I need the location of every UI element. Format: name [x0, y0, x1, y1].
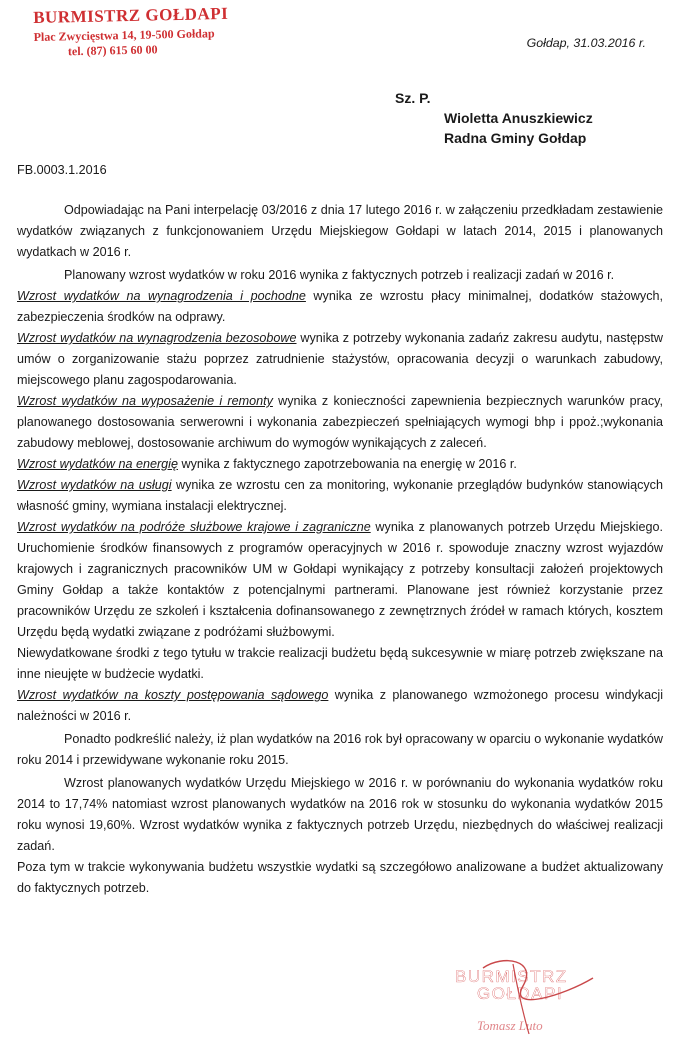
- heading-wyposazenie: Wzrost wydatków na wyposażenie i remonty: [17, 394, 273, 408]
- recipient-title: Radna Gminy Gołdap: [444, 130, 587, 146]
- paragraph-8: [17, 517, 663, 643]
- paragraph-10: [17, 685, 663, 727]
- paragraph-13: Poza tym w trakcie wykonywania budżetu wszystkie wydatki są szczegółowo analizowane a budżet aktualizowany do faktycznych potrzeb.: [17, 860, 663, 895]
- paragraph-7: [17, 475, 663, 517]
- recipient-salutation: Sz. P.: [395, 90, 431, 106]
- recipient-name: Wioletta Anuszkiewicz: [444, 110, 593, 126]
- letter-date: Gołdap, 31.03.2016 r.: [526, 36, 646, 50]
- stamp-phone: tel. (87) 615 60 00: [67, 42, 158, 59]
- signature-scribble: [443, 956, 603, 1046]
- paragraph-4: [17, 328, 663, 391]
- signature-name: Tomasz Luto: [477, 1018, 543, 1033]
- reference-number: FB.0003.1.2016: [17, 163, 107, 177]
- heading-bezosobowe: Wzrost wydatków na wynagrodzenia bezosobowe: [17, 331, 297, 345]
- paragraph-5: [17, 391, 663, 454]
- header-stamp: [33, 4, 229, 60]
- signature-stamp-line1: BURMISTRZ: [455, 967, 568, 986]
- text-uslugi: wynika ze wzrostu cen za monitoring, wykonanie przeglądów budynków stanowiących własność gminy, wymiana instalacji elektrycznej.: [17, 478, 663, 513]
- signature-stamp-line2: GOŁDAPI: [477, 984, 564, 1003]
- paragraph-9: Niewydatkowane środki z tego tytułu w trakcie realizacji budżetu będą sukcesywnie w miarę potrzeb zwiększane na inne nieujęte w budżecie wydatki.: [17, 646, 663, 681]
- stamp-title: BURMISTRZ GOŁDAPI: [33, 3, 229, 27]
- letter-body: [17, 200, 663, 899]
- paragraph-1: Odpowiadając na Pani interpelację 03/2016 z dnia 17 lutego 2016 r. w załączeniu przedkładam zestawienie wydatków związanych z funkcjonowaniem Urzędu Miejskiegow Gołdapi w latach 2014, 2015 i planowanych wydatkach w 2016 r.: [17, 203, 663, 259]
- text-sadowe: wynika z planowanego wzmożonego procesu windykacji należności w 2016 r.: [17, 688, 663, 723]
- paragraph-11: Ponadto podkreślić należy, iż plan wydatków na 2016 rok był opracowany w oparciu o wykonanie wydatków roku 2014 i przewidywane wykonanie roku 2015.: [17, 732, 663, 767]
- text-wynagrodzenia: wynika ze wzrostu płacy minimalnej, dodatków stażowych, zabezpieczenia środków na odprawy.: [17, 289, 664, 324]
- text-energia: wynika z faktycznego zapotrzebowania na energię w 2016 r.: [178, 457, 517, 471]
- heading-sadowe: Wzrost wydatków na koszty postępowania sądowego: [17, 688, 329, 702]
- signature-stamp: [455, 968, 595, 1034]
- text-podroze: wynika z planowanych potrzeb Urzędu Miejskiego. Uruchomienie środków finansowych z programów operacyjnych w 2016 r. spowoduje znaczny wzrost wyjazdów krajowych i zagranicznych pracowników UM w Gołdapi wynikający z potrzeby konsultacji założeń projektowych Gminy Gołdap a także kontaktów z potencjalnymi partnerami. Planowane jest również korzystanie przez pracowników Urzędu ze szkoleń i kształcenia dofinansowanego z zewnętrznych źródeł w ramach których, kosztem Urzędu będą wydatki związane z podróżami służbowymi.: [17, 520, 663, 639]
- text-bezosobowe: wynika z potrzeby wykonania zadańz zakresu audytu, następstw umów o zorganizowanie stażu poprzez zatrudnienie stażystów, opracowania decyzji o warunkach zabudowy, miejscowego planu zagospodarowania.: [17, 331, 663, 387]
- heading-uslugi: Wzrost wydatków na usługi: [17, 478, 172, 492]
- paragraph-2: Planowany wzrost wydatków w roku 2016 wynika z faktycznych potrzeb i realizacji zadań w 2016 r.: [64, 268, 615, 282]
- heading-podroze: Wzrost wydatków na podróże służbowe krajowe i zagraniczne: [17, 520, 371, 534]
- paragraph-6: [17, 454, 663, 475]
- text-wyposazenie: wynika z konieczności zapewnienia bezpiecznych warunków pracy, planowanego dostosowania serwerowni i wykonania zabezpieczeń spełniających wymogi bhp i ppoż.;wykonania zabudowy meblowej, dostosowanie archiwum do wymogów wynikających z zaleceń.: [17, 394, 663, 450]
- heading-wynagrodzenia: Wzrost wydatków na wynagrodzenia i pochodne: [17, 289, 306, 303]
- paragraph-3: [17, 286, 663, 328]
- heading-energia: Wzrost wydatków na energię: [17, 457, 178, 471]
- paragraph-12: Wzrost planowanych wydatków Urzędu Miejskiego w 2016 r. w porównaniu do wykonania wydatków roku 2014 to 17,74% natomiast wzrost planowanych wydatków na 2016 rok w stosunku do wykonania wydatków 2015 roku wynosi 19,60%. Wzrost wydatków wynika z faktycznych potrzeb Urzędu, niezbędnych do właściwej realizacji zadań.: [17, 776, 663, 853]
- stamp-address: Plac Zwycięstwa 14, 19-500 Gołdap: [33, 26, 215, 44]
